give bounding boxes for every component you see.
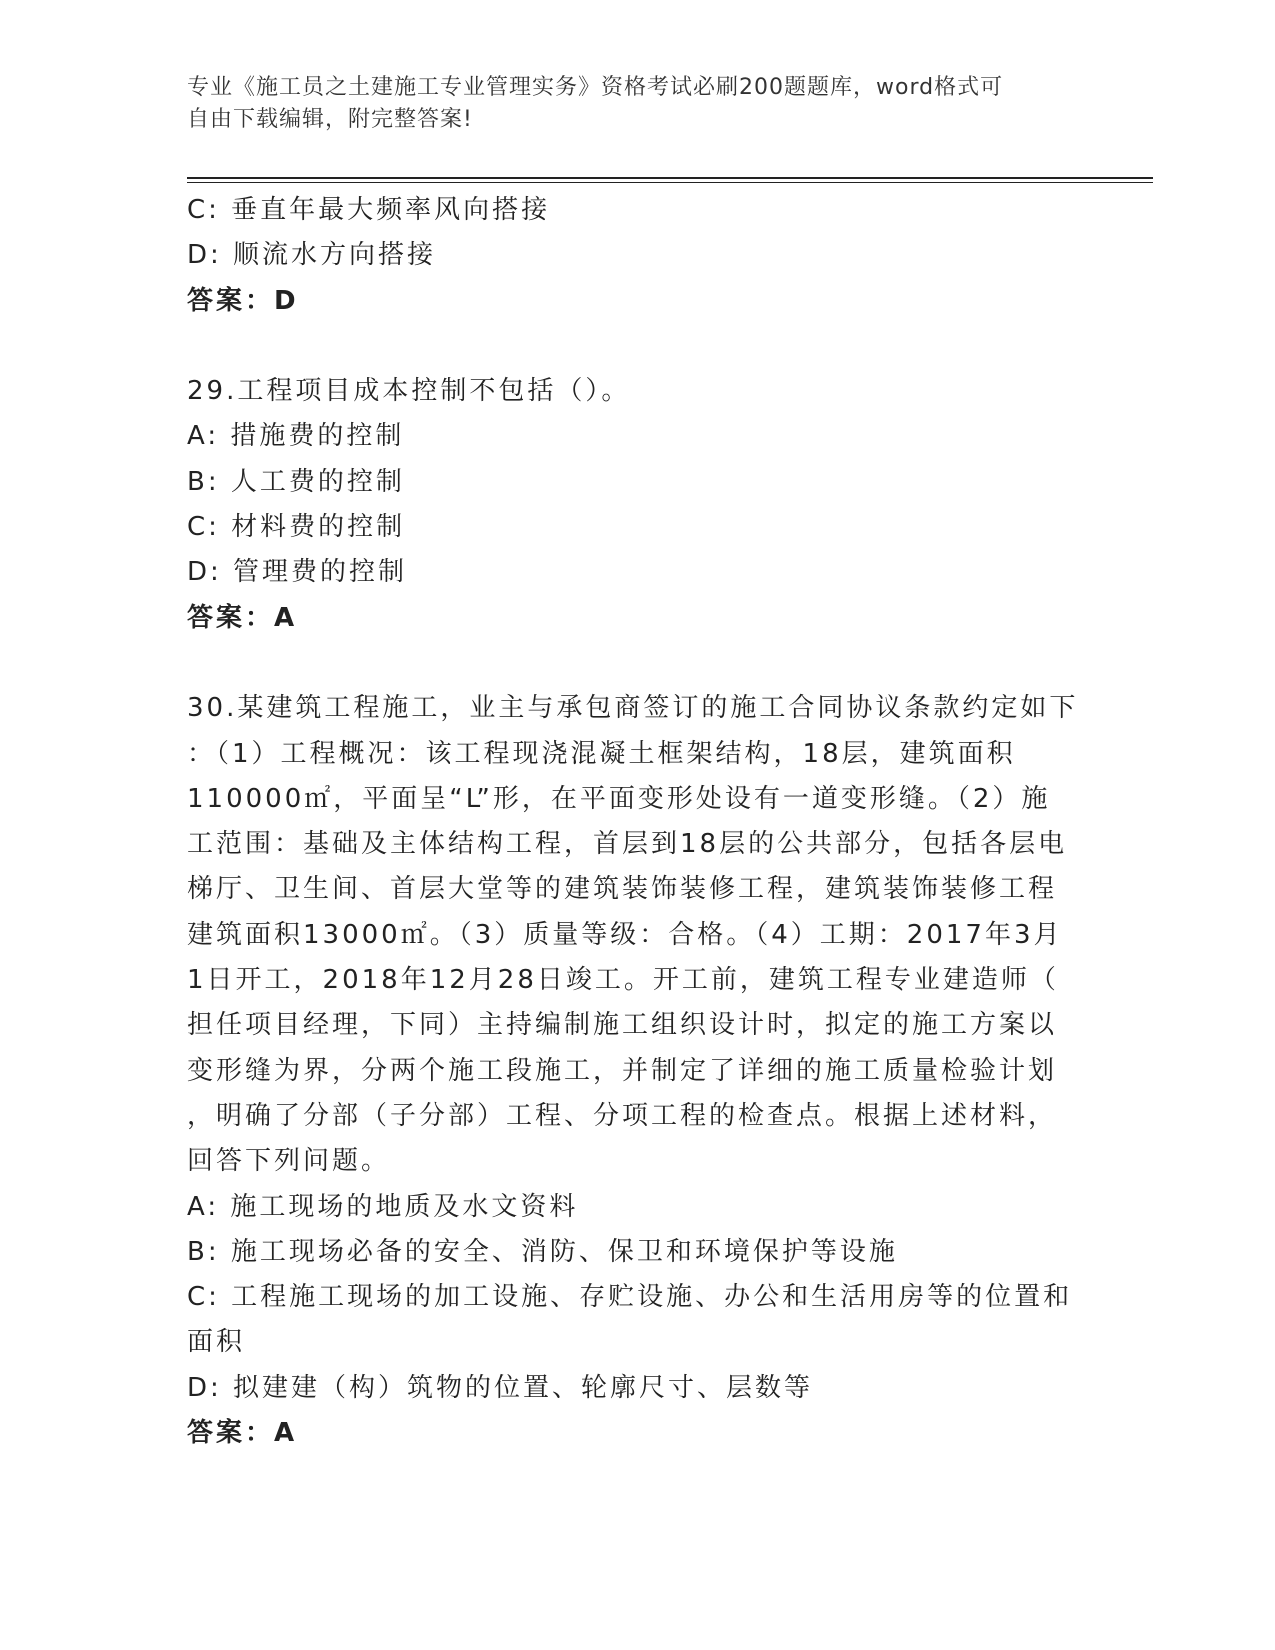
q30-option-c-continued: 面积 [187, 1327, 246, 1358]
q30-answer: 答案：A [187, 1418, 298, 1449]
q29-answer: 答案：A [187, 602, 298, 633]
question-29 [187, 369, 1087, 641]
q29-stem: 29.工程项目成本控制不包括（）。 [187, 376, 631, 407]
q29-option-d: D: 管理费的控制 [187, 557, 408, 588]
q30-stem-line: 工范围：基础及主体结构工程，首层到18层的公共部分，包括各层电 [187, 829, 1068, 860]
q29-option-c: C: 材料费的控制 [187, 512, 406, 543]
q30-stem-line: 担任项目经理，下同）主持编制施工组织设计时，拟定的施工方案以 [187, 1010, 1058, 1041]
q30-stem-line: 110000㎡，平面呈“L”形，在平面变形处设有一道变形缝。（2）施 [187, 783, 1051, 814]
q30-stem-line: 30.某建筑工程施工，业主与承包商签订的施工合同协议条款约定如下 [187, 693, 1079, 724]
spacer [187, 324, 1087, 369]
header-divider-thin [187, 182, 1153, 183]
q30-option-d: D: 拟建建（构）筑物的位置、轮廓尺寸、层数等 [187, 1372, 814, 1403]
q30-stem-line: 建筑面积13000㎡。（3）质量等级：合格。（4）工期：2017年3月 [187, 919, 1063, 950]
header-line-2: 自由下载编辑，附完整答案! [187, 107, 473, 132]
q28-answer: 答案：D [187, 285, 299, 316]
q29-option-a: A: 措施费的控制 [187, 421, 405, 452]
q29-option-b: B: 人工费的控制 [187, 466, 405, 497]
q30-stem-line: ，明确了分部（子分部）工程、分项工程的检查点。根据上述材料， [187, 1100, 1058, 1131]
q28-option-c: C: 垂直年最大频率风向搭接 [187, 195, 551, 225]
question-28-tail [187, 188, 1087, 324]
q30-option-c: C: 工程施工现场的加工设施、存贮设施、办公和生活用房等的位置和 [187, 1282, 1073, 1313]
q30-option-a: A: 施工现场的地质及水文资料 [187, 1191, 579, 1222]
q30-option-b: B: 施工现场必备的安全、消防、保卫和环境保护等设施 [187, 1236, 898, 1267]
question-30 [187, 686, 1087, 1456]
q30-stem-line: 回答下列问题。 [187, 1146, 391, 1177]
q30-stem-line: ：（1）工程概况：该工程现浇混凝土框架结构，18层，建筑面积 [187, 738, 1016, 769]
document-body [187, 188, 1087, 1456]
document-header [187, 72, 1087, 136]
header-divider-thick [187, 177, 1153, 179]
q30-stem-line: 1日开工，2018年12月28日竣工。开工前，建筑工程专业建造师（ [187, 965, 1059, 996]
q28-option-d: D: 顺流水方向搭接 [187, 240, 437, 271]
q30-stem-line: 变形缝为界，分两个施工段施工，并制定了详细的施工质量检验计划 [187, 1055, 1058, 1086]
header-line-1: 专业《施工员之土建施工专业管理实务》资格考试必刷200题题库，word格式可 [187, 75, 1004, 100]
spacer [187, 641, 1087, 686]
q30-stem-line: 梯厅、卫生间、首层大堂等的建筑装饰装修工程，建筑装饰装修工程 [187, 874, 1058, 905]
